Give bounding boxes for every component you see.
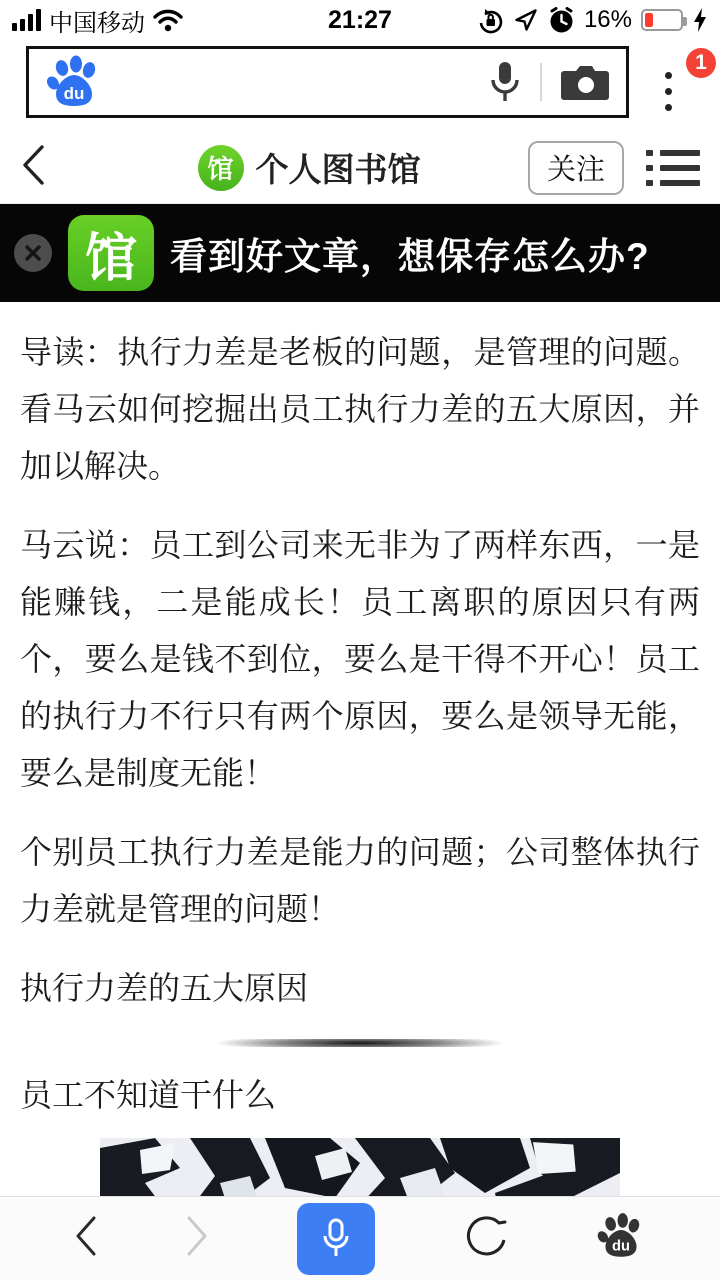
carrier-label: 中国移动 [49, 9, 145, 37]
baidu-logo-icon [45, 55, 103, 109]
wifi-icon [153, 8, 183, 32]
chevron-left-icon [74, 1215, 98, 1257]
clock-label: 21:27 [328, 5, 392, 34]
article-paragraph: 马云说：员工到公司来无非为了两样东西，一是能赚钱，二是能成长！员工离职的原因只有两个，要么是钱不到位，要么是干得不开心！员工的执行力不行只有两个原因，要么是领导无能，要么是制度无能！ [20, 527, 700, 791]
charging-bolt-icon [692, 7, 708, 33]
alarm-clock-icon [548, 7, 575, 34]
toolbar-back-button[interactable] [74, 1215, 98, 1262]
microphone-icon [321, 1218, 351, 1260]
orientation-lock-icon [477, 7, 504, 34]
toolbar-baidu-home-button[interactable] [596, 1212, 646, 1265]
article-content [0, 302, 720, 1216]
page-nav-bar [0, 132, 720, 204]
browser-toolbar [0, 1196, 720, 1280]
banner-close-button[interactable] [14, 234, 52, 272]
status-bar [0, 0, 720, 40]
search-input[interactable] [26, 46, 629, 118]
site-logo-icon: 馆 [198, 145, 244, 191]
360doc-app-icon: 馆 [68, 215, 154, 291]
baidu-paw-icon [596, 1212, 646, 1260]
search-divider [540, 63, 542, 101]
status-bar-right [448, 6, 708, 34]
notification-badge: 1 [686, 48, 716, 78]
svg-text:du: du [63, 84, 85, 103]
back-button[interactable] [20, 143, 90, 192]
battery-icon [641, 9, 683, 31]
app-promo-banner[interactable] [0, 204, 720, 302]
cellular-signal-icon [12, 9, 41, 31]
close-icon [23, 243, 43, 263]
article-paragraph: 导读：执行力差是老板的问题，是管理的问题。看马云如何挖掘出员工执行力差的五大原因，并加以解决。 [20, 334, 700, 484]
article-paragraph: 执行力差的五大原因 [20, 970, 309, 1006]
status-bar-left [12, 3, 272, 38]
voice-search-icon[interactable] [488, 60, 522, 104]
section-heading: 员工不知道干什么 [20, 1077, 277, 1113]
overflow-dots-icon [665, 72, 672, 111]
contents-list-button[interactable] [646, 150, 700, 186]
page-title: 个人图书馆 [255, 151, 421, 188]
camera-search-icon[interactable] [560, 62, 610, 102]
svg-text:du: du [612, 1238, 631, 1255]
article-paragraph: 个别员工执行力差是能力的问题；公司整体执行力差就是管理的问题！ [20, 834, 700, 927]
toolbar-forward-button[interactable] [185, 1215, 209, 1262]
refresh-icon [463, 1213, 509, 1259]
battery-percent-label: 16% [583, 6, 632, 33]
banner-text: 看到好文章，想保存怎么办? [170, 236, 650, 277]
location-arrow-icon [513, 7, 539, 33]
browser-search-row [0, 40, 720, 132]
toolbar-refresh-button[interactable] [463, 1213, 509, 1264]
browser-menu-button[interactable] [653, 51, 712, 126]
chevron-left-icon [20, 143, 46, 187]
chevron-right-icon [185, 1215, 209, 1257]
site-identity [90, 144, 528, 191]
toolbar-voice-button[interactable] [297, 1203, 375, 1275]
section-divider [215, 1039, 505, 1047]
follow-button[interactable]: 关注 [528, 141, 624, 195]
